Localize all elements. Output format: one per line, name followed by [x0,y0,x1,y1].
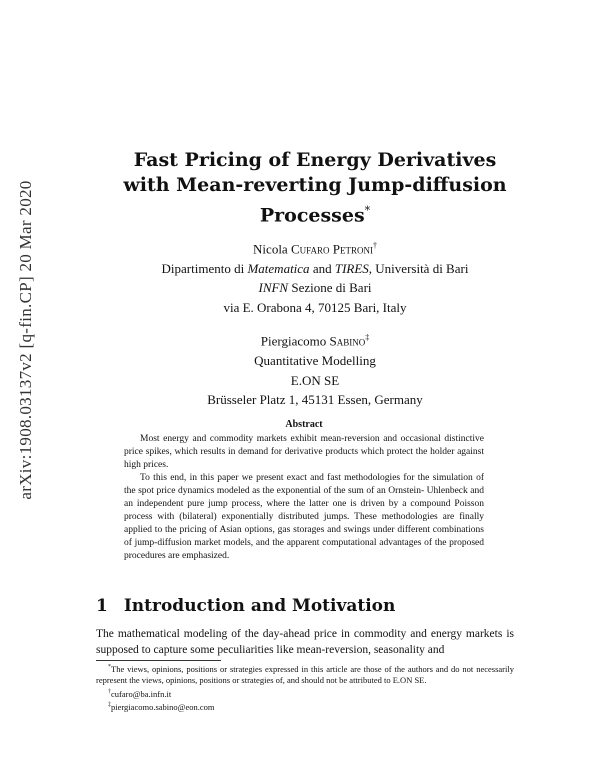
author-2-company: E.ON SE [290,372,340,388]
paper-title [80,148,550,228]
author-block [80,236,550,410]
abstract [124,418,484,563]
author-1-institute: INFN Sezione di Bari [258,280,372,296]
title-footnote-mark: * [364,204,371,217]
arxiv-side-stamp: arXiv:1908.03137v2 [q-fin.CP] 20 Mar 2020 [16,180,35,500]
title-line-3: Processes* [259,204,371,227]
footnotes [96,662,514,713]
abstract-paragraph-1: Most energy and commodity markets exhibit mean-reversion and occasional distinctive price spikes, which results in demand for derivative products which protect the holder against high prices. [124,434,484,470]
author-2-department: Quantitative Modelling [254,353,376,369]
abstract-paragraph-2: To this end, in this paper we present exact and fast methodologies for the simulation of the spot price dynamics modeled as the exponential of the sum of an Ornstein- Uhlenbeck and an independent pure jump process, where the latter one is driven by a compound Poisson process with (bilateral) exponentially distributed jumps. These methodologies are finally applied to the pricing of Asian options, gas storages and swings under different combinations of jump-diffusion market models, and the apparent computational advantages of the proposed procedures are emphasized. [124,473,484,561]
footnote-3: ‡piergiacomo.sabino@eon.com [108,701,215,712]
section-heading: 1 Introduction and Motivation [96,596,396,616]
author-1-address: via E. Orabona 4, 70125 Bari, Italy [223,299,407,315]
footnote-1: *The views, opinions, positions or strategies expressed in this article are those of the authors and do not necessarily represent the views, opinions, positions or strategies of, and should not be attributed to E.ON SE. [96,663,514,686]
author-1-name: Nicola Cufaro Petroni† [253,241,377,257]
author-2-name: Piergiacomo Sabino‡ [260,333,370,349]
body-paragraph: The mathematical modeling of the day-ahead price in commodity and energy markets is supposed to capture some peculiarities like mean-reversion, seasonality and [96,628,514,656]
footnote-rule [96,660,221,661]
abstract-heading: Abstract [285,419,323,430]
title-line-2: with Mean-reverting Jump-diffusion [123,174,507,196]
author-1-affiliation: Dipartimento di Matematica and TIRES, Università di Bari [161,260,469,276]
footnote-2: †cufaro@ba.infn.it [108,688,172,699]
title-line-1: Fast Pricing of Energy Derivatives [133,149,497,171]
author-2-address: Brüsseler Platz 1, 45131 Essen, Germany [207,392,423,408]
